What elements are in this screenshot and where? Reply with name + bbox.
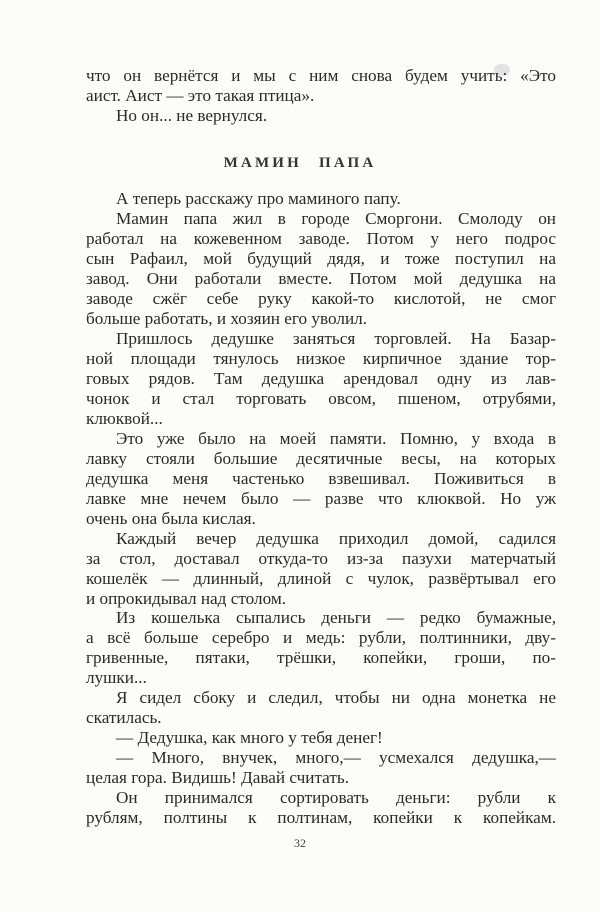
text-line: лушки...: [86, 668, 147, 688]
dialogue-line: — Дедушка, как много у тебя денег!: [116, 728, 383, 748]
text-line: работал на кожевенном заводе. Потом у него подрос: [86, 229, 556, 249]
text-line: Это уже было на моей памяти. Помню, у входа в: [116, 428, 556, 448]
text-line: Я сидел сбоку и следил, чтобы ни одна монетка не: [116, 688, 556, 708]
text-line: гривенные, пятаки, трёшки, копейки, гроши, по-: [86, 648, 556, 668]
dialogue-line: целая гора. Видишь! Давай считать.: [86, 768, 350, 788]
text-line: чонок и стал торговать овсом, пшеном, отрубями,: [86, 388, 556, 408]
chapter-title: МАМИН ПАПА: [223, 155, 377, 172]
text-line: А теперь расскажу про маминого папу.: [116, 189, 401, 209]
text-line: Мамин папа жил в городе Сморгони. Смолоду он: [116, 209, 556, 229]
text-line: Он принимался сортировать деньги: рубли к: [116, 788, 556, 807]
text-line: очень она была кислая.: [86, 508, 256, 528]
text-line: больше работать, и хозяин его уволил.: [86, 309, 368, 329]
text-line: что он вернётся и мы с ним снова будем учить: «Это: [86, 66, 556, 85]
text-line: лавке мне нечем было — разве что клюквой. Но уж: [86, 488, 556, 508]
text-line: сын Рафаил, мой будущий дядя, и тоже поступил на: [86, 249, 556, 269]
text-line: и опрокидывал над столом.: [86, 588, 287, 608]
text-line: лавку стояли большие десятичные весы, на которых: [86, 448, 556, 468]
text-line: за стол, доставал откуда-то из-за пазухи матерчатый: [86, 548, 556, 568]
text-line: ной площади тянулось низкое кирпичное здание тор-: [86, 349, 556, 368]
text-line: Каждый вечер дедушка приходил домой, садился: [116, 528, 556, 548]
text-line: Пришлось дедушке заняться торговлей. На Базар-: [116, 329, 556, 349]
page-number: 32: [294, 836, 306, 850]
text-line: скатилась.: [86, 708, 162, 728]
text-line: завод. Они работали вместе. Потом мой дедушка на: [86, 269, 556, 289]
text-line: клюквой...: [86, 408, 163, 428]
text-line: кошелёк — длинный, длиной с чулок, развёртывал его: [86, 568, 556, 588]
text-line: Но он... не вернулся.: [116, 105, 268, 125]
text-line: а всё больше серебро и медь: рубли, полтинники, дву-: [86, 628, 556, 648]
text-line: Из кошелька сыпались деньги — редко бумажные,: [116, 608, 556, 628]
text-line: заводе сжёг себе руку какой-то кислотой, не смог: [86, 289, 556, 309]
text-line: аист. Аист — это такая птица».: [86, 86, 315, 105]
dialogue-line: — Много, внучек, много,— усмехался дедушка,—: [116, 748, 556, 768]
text-line: рублям, полтины к полтинам, копейки к копейкам.: [86, 808, 556, 827]
text-line: говых рядов. Там дедушка арендовал одну из лав-: [86, 369, 556, 388]
text-line: дедушка меня частенько взвешивал. Поживиться в: [86, 468, 556, 488]
